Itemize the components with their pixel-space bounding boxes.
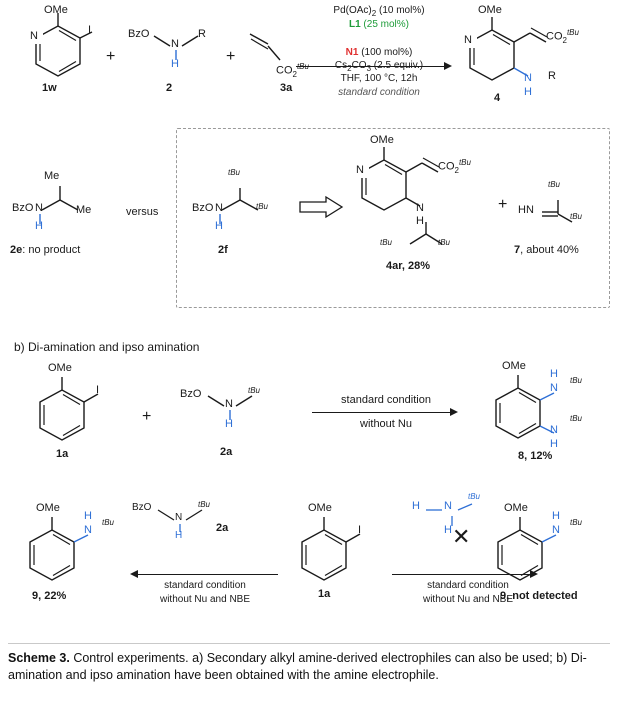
label-2a-c: 2a [216,522,229,534]
label-1a-b-ome: OMe [48,362,72,374]
structure-4ar [352,134,502,272]
label-2a-b: 2a [220,446,233,458]
plus-sign-3: + [498,196,508,213]
reaction-arrow-b [312,380,462,440]
condition-c-right-bottom: without Nu and NBE [422,594,514,605]
label-4ar-ome: OMe [370,134,394,146]
caption-divider [8,643,610,644]
label-9-right-h: H [552,510,560,522]
label-2a-c-h: H [175,530,183,541]
label-3a-ester: $CO_2^{tBu}$ [276,62,309,79]
label-8-tbu2: tBu [570,414,583,423]
condition-b-bottom: without Nu [360,418,412,430]
label-4-r: R [548,70,556,82]
label-1a-b-iodine: I [96,384,100,396]
label-2e: 2e: no product [10,244,81,256]
label-2f-n: N [215,202,223,214]
label-2: 2 [166,82,173,94]
label-2a-b-n: N [225,398,233,410]
label-8-h1: H [550,368,558,380]
label-9-left-h: H [84,510,92,522]
label-9-right: 9, not detected [500,590,578,602]
label-2-bzo: BzO [128,28,150,40]
label-4ar-tbu-1: tBu [380,238,393,247]
condition-line-2: L1 (25 mol%) [348,19,410,30]
label-8-tbu1: tBu [570,376,583,385]
label-4-nh-h: H [524,86,532,98]
label-amine-h-left: H [412,500,420,512]
label-4ar: 4ar, 28% [386,260,431,272]
structure-8 [480,360,600,469]
structure-2e [10,170,110,256]
label-2f-bzo: BzO [192,202,214,214]
label-2e-n: N [35,202,43,214]
label-4-ome: OMe [478,4,502,16]
label-4ar-ester: $CO_2^{tBu}$ [438,158,471,175]
label-9-left: 9, 22% [32,590,67,602]
label-8-n1: N [550,382,558,394]
label-9-left-tbu: tBu [102,518,115,527]
label-1a-b: 1a [56,448,69,460]
label-8-n2: N [550,424,558,436]
structure-2f [192,168,290,256]
label-2a-c-n: N [175,512,183,523]
label-2-r: R [198,28,206,40]
condition-line-6: standard condition [338,87,420,98]
label-2-h: H [171,58,179,70]
structure-7 [514,180,596,256]
label-4: 4 [494,92,501,104]
label-4ar-nh-n: N [416,202,424,214]
label-1a-c-ome: OMe [308,502,332,514]
label-4ar-tbu-2: tBu [438,238,451,247]
label-2a-b-tbu: tBu [248,386,261,395]
label-8-h2: H [550,438,558,450]
label-1a-c: 1a [318,588,331,600]
reaction-arrow-a [296,18,456,98]
label-amine-h-bottom: H [444,524,452,536]
structure-1w [14,4,106,107]
plus-sign-4: + [142,408,152,425]
structure-1a-c [286,502,386,607]
label-9-right-tbu: tBu [570,518,583,527]
structure-1a-b [24,362,124,467]
condition-c-right-top: standard condition [427,580,509,591]
label-9-left-ome: OMe [36,502,60,514]
label-9-right-n: N [552,524,560,536]
label-7-tbu-1: tBu [548,180,561,189]
label-4ar-n: N [356,164,364,176]
label-1w-n: N [30,30,38,42]
structure-2a-c [132,500,228,543]
label-1w-ome: OMe [44,4,68,16]
structure-9-right [482,502,592,609]
label-2f-tbu-side: tBu [256,202,269,211]
condition-line-3: N1 (100 mol%) [345,47,413,58]
label-7-hn: HN [518,204,534,216]
figure-caption [8,650,610,684]
label-7-tbu-2: tBu [570,212,583,221]
caption-prefix: Scheme 3. [8,651,70,665]
structure-9-left [14,502,124,609]
condition-c-left-bottom: without Nu and NBE [159,594,251,605]
structure-4 [460,4,600,117]
label-3a: 3a [280,82,293,94]
condition-line-1: $Pd(OAc)_2$ (10 mol%) [333,5,425,18]
label-1w-iodine: I [88,24,92,36]
label-2a-b-h: H [225,418,233,430]
label-amine-n: N [444,500,452,512]
label-2e-h: H [35,220,43,232]
label-2a-c-bzo: BzO [132,502,152,513]
structure-2a-b [180,386,276,458]
label-2e-me-right: Me [76,204,92,216]
cross-mark: ✕ [452,524,471,549]
label-2f: 2f [218,244,228,256]
label-2e-me-top: Me [44,170,60,182]
label-8: 8, 12% [518,450,553,462]
caption-text: Control experiments. a) Secondary alkyl amine-derived electrophiles can also be used; b) Di-amination and ipso amination have been obtained with the amine electrophile. [8,651,587,682]
label-8-ome: OMe [502,360,526,372]
condition-c-left-top: standard condition [164,580,246,591]
condition-line-4: $Cs_2CO_3$ (2.5 equiv.) [334,60,424,73]
plus-sign-1: + [106,48,116,65]
label-2a-b-bzo: BzO [180,388,202,400]
label-7: 7, about 40% [514,244,579,256]
label-1a-c-iodine: I [358,524,362,536]
condition-line-5: THF, 100 °C, 12h [340,73,418,84]
label-amine-tbu: tBu [468,492,481,501]
label-9-right-ome: OMe [504,502,528,514]
label-4-ester: $CO_2^{tBu}$ [546,28,579,45]
label-2f-tbu-top: tBu [228,168,241,177]
label-2-n: N [171,38,179,50]
panel-b-heading: b) Di-amination and ipso amination [14,340,200,354]
structure-2 [128,26,220,94]
label-4ar-nh-h: H [416,215,424,227]
label-2e-bzo: BzO [12,202,34,214]
plus-sign-2: + [226,48,236,65]
label-2a-c-tbu: tBu [198,500,211,509]
label-9-left-n: N [84,524,92,536]
label-4-nh-n: N [524,72,532,84]
versus-label: versus [126,206,159,218]
label-4-n: N [464,34,472,46]
implies-arrow [300,196,344,218]
label-2f-h: H [215,220,223,232]
label-1w: 1w [42,82,57,94]
condition-b-top: standard condition [341,394,431,406]
